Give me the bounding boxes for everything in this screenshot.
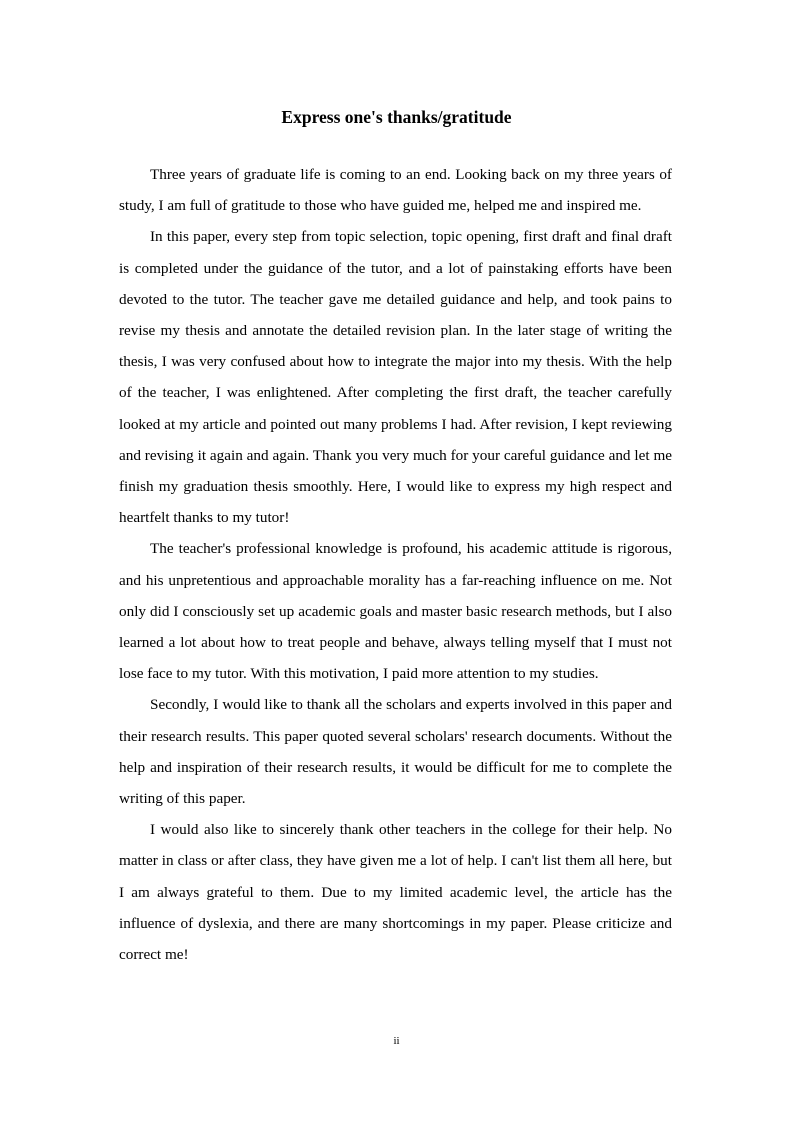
- page-title: Express one's thanks/gratitude: [281, 107, 512, 127]
- paragraph: Secondly, I would like to thank all the scholars and experts involved in this paper and their research results. This paper quoted several scholars' research documents. Without the help and inspiration of their research results, it would be difficult for me to complete the writing of this paper.: [119, 696, 672, 808]
- body-text: [119, 159, 672, 970]
- paragraph: Three years of graduate life is coming to an end. Looking back on my three years of study, I am full of gratitude to those who have guided me, helped me and inspired me.: [119, 166, 672, 215]
- paragraph: In this paper, every step from topic selection, topic opening, first draft and final draft is completed under the guidance of the tutor, and a lot of painstaking efforts have been devoted to the tutor. The teacher gave me detailed guidance and help, and took pains to revise my thesis and annotate the detailed revision plan. In the later stage of writing the thesis, I was very confused about how to integrate the major into my thesis. With the help of the teacher, I was enlightened. After completing the first draft, the teacher carefully looked at my article and pointed out many problems I had. After revision, I kept reviewing and revising it again and again. Thank you very much for your careful guidance and let me finish my graduation thesis smoothly. Here, I would like to express my high respect and heartfelt thanks to my tutor!: [119, 228, 672, 527]
- paragraph: The teacher's professional knowledge is profound, his academic attitude is rigorous, and his unpretentious and approachable morality has a far-reaching influence on me. Not only did I consciously set up academic goals and master basic research methods, but I also learned a lot about how to treat people and behave, always telling myself that I must not lose face to my tutor. With this motivation, I paid more attention to my studies.: [119, 540, 672, 683]
- paragraph: I would also like to sincerely thank other teachers in the college for their help. No matter in class or after class, they have given me a lot of help. I can't list them all here, but I am always grateful to them. Due to my limited academic level, the article has the influence of dyslexia, and there are many shortcomings in my paper. Please criticize and correct me!: [119, 821, 672, 964]
- page-number: ii: [393, 1035, 400, 1047]
